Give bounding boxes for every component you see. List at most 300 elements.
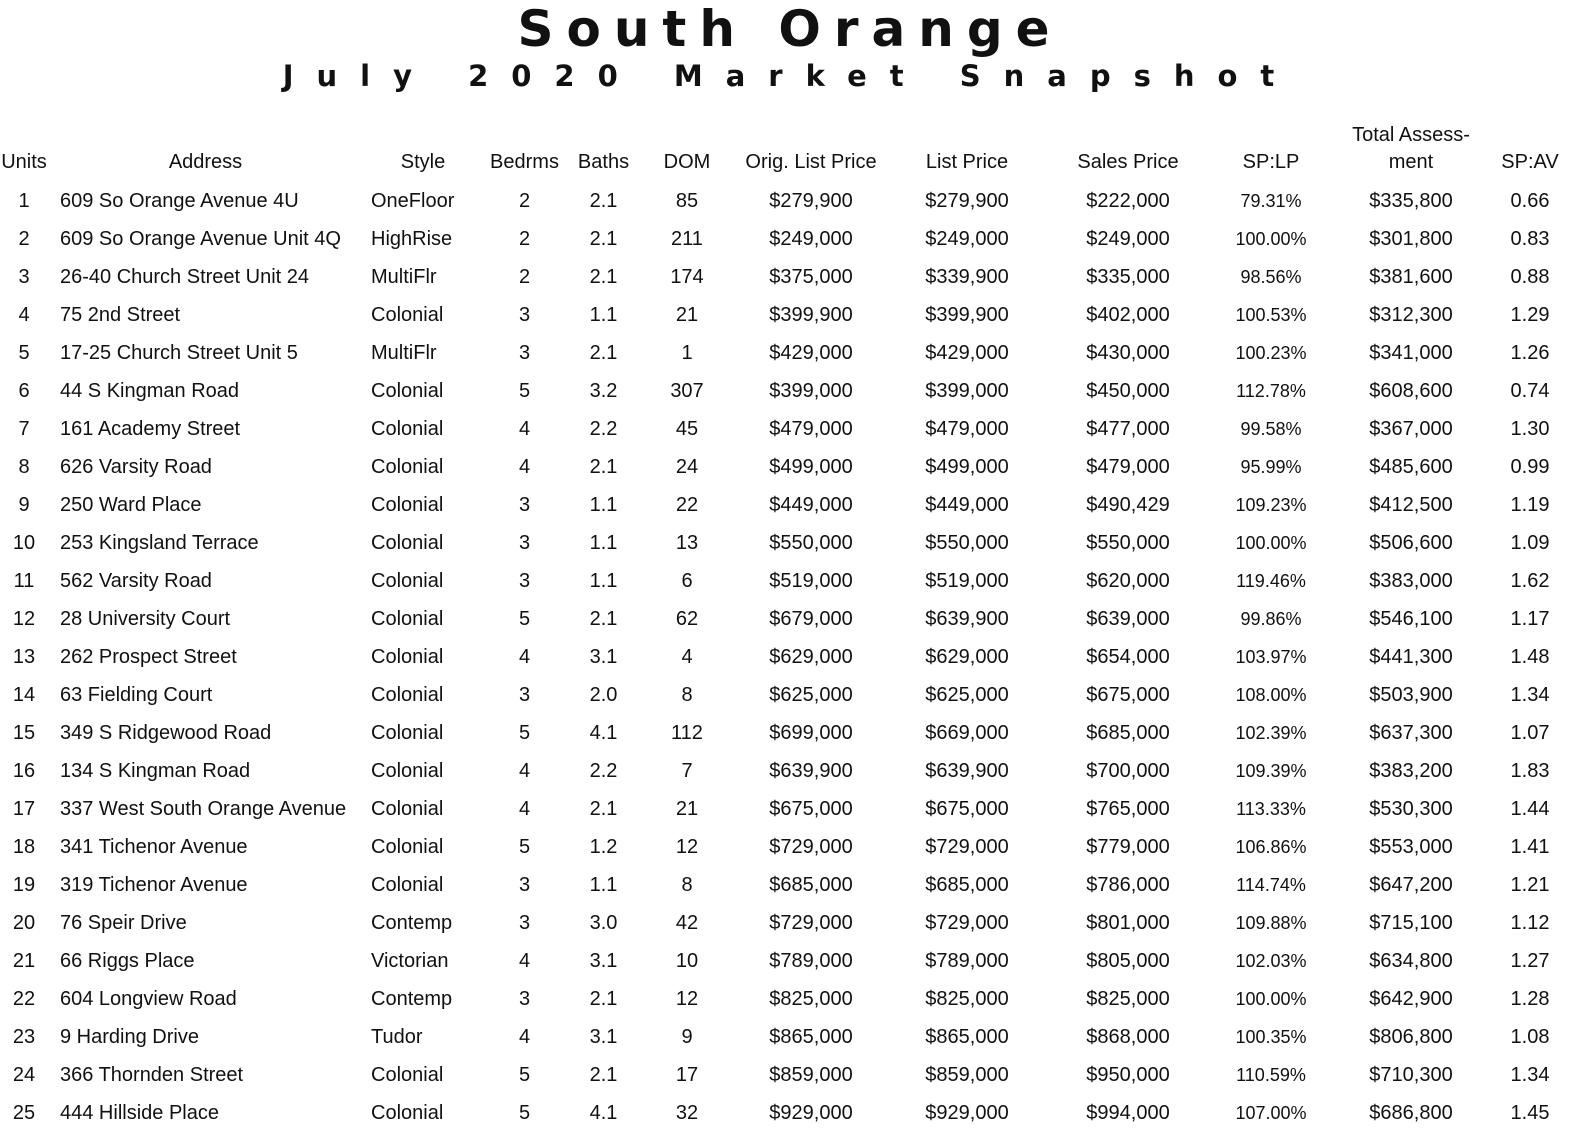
list-price-cell: $519,000 [925,569,1009,592]
sp-av-cell: 1.08 [1510,1025,1550,1048]
list-price-cell: $449,000 [925,493,1009,516]
orig-list-price-cell: $685,000 [769,873,853,896]
total-assessment-cell: $503,900 [1369,683,1453,706]
orig-list-price-cell: $625,000 [769,683,853,706]
sales-price-cell: $685,000 [1086,721,1170,744]
bedrooms-cell: 4 [518,417,531,440]
sp-av-cell: 1.27 [1510,949,1550,972]
style-cell: MultiFlr [371,265,437,288]
style-cell: Victorian [371,949,449,972]
unit-cell: 16 [12,759,36,782]
list-price-cell: $825,000 [925,987,1009,1010]
unit-cell: 14 [12,683,36,706]
dom-cell: 7 [681,759,693,782]
sales-price-cell: $222,000 [1086,189,1170,212]
orig-list-price-cell: $375,000 [769,265,853,288]
table-row [0,296,1569,334]
baths-cell: 2.1 [589,987,618,1010]
sales-price-cell: $994,000 [1086,1101,1170,1124]
unit-cell: 6 [18,379,30,402]
total-assessment-cell: $647,200 [1369,873,1453,896]
page-subtitle: July 2020 Market Snapshot [282,59,1298,93]
sp-lp-cell: 100.35% [1235,1026,1307,1047]
table-row [0,980,1569,1018]
orig-list-price-cell: $449,000 [769,493,853,516]
market-snapshot-table [0,110,1569,1132]
sp-lp-cell: 102.39% [1235,722,1307,743]
sp-lp-cell: 106.86% [1235,836,1307,857]
dom-cell: 211 [671,227,703,250]
dom-cell: 12 [675,987,699,1010]
style-cell: Colonial [371,379,444,402]
sp-lp-cell: 102.03% [1235,950,1307,971]
dom-cell: 112 [671,721,703,744]
orig-list-price-cell: $859,000 [769,1063,853,1086]
sales-price-cell: $805,000 [1086,949,1170,972]
dom-cell: 1 [681,341,693,364]
sp-av-cell: 1.83 [1510,759,1550,782]
sales-price-cell: $765,000 [1086,797,1170,820]
style-cell: Tudor [371,1025,423,1048]
total-assessment-cell: $710,300 [1369,1063,1453,1086]
baths-cell: 2.0 [589,683,618,706]
total-assessment-cell: $383,000 [1369,569,1453,592]
style-cell: Colonial [371,759,444,782]
list-price-cell: $479,000 [925,417,1009,440]
sales-price-cell: $786,000 [1086,873,1170,896]
column-header-units: Units [1,151,47,173]
baths-cell: 4.1 [589,1101,618,1124]
unit-cell: 5 [18,341,30,364]
bedrooms-cell: 5 [518,721,531,744]
bedrooms-cell: 3 [518,569,531,592]
unit-cell: 13 [12,645,36,668]
table-row [0,752,1569,790]
style-cell: Colonial [371,1101,444,1124]
unit-cell: 1 [18,189,30,212]
unit-cell: 15 [12,721,36,744]
address-cell: 337 West South Orange Avenue [60,797,347,820]
sp-av-cell: 1.19 [1510,493,1550,516]
bedrooms-cell: 2 [518,189,531,212]
orig-list-price-cell: $479,000 [769,417,853,440]
table-row [0,334,1569,372]
list-price-cell: $399,000 [925,379,1009,402]
total-assessment-cell: $367,000 [1369,417,1453,440]
sp-lp-cell: 109.88% [1235,912,1307,933]
orig-list-price-cell: $789,000 [769,949,853,972]
style-cell: OneFloor [371,189,455,212]
total-assessment-cell: $637,300 [1369,721,1453,744]
dom-cell: 21 [675,797,699,820]
baths-cell: 2.1 [589,341,618,364]
list-price-cell: $669,000 [925,721,1009,744]
table-body [0,182,1569,1132]
bedrooms-cell: 3 [518,683,531,706]
total-assessment-cell: $335,800 [1369,189,1453,212]
sp-av-cell: 1.26 [1510,341,1550,364]
table-row [0,486,1569,524]
table-row [0,904,1569,942]
sp-av-cell: 1.45 [1510,1101,1550,1124]
orig-list-price-cell: $429,000 [769,341,853,364]
address-cell: 253 Kingsland Terrace [60,531,259,554]
sales-price-cell: $430,000 [1086,341,1170,364]
dom-cell: 13 [675,531,699,554]
dom-cell: 62 [675,607,699,630]
address-cell: 63 Fielding Court [60,683,213,706]
sp-av-cell: 0.88 [1510,265,1550,288]
baths-cell: 4.1 [589,721,618,744]
baths-cell: 2.1 [589,1063,618,1086]
baths-cell: 3.1 [589,645,618,668]
address-cell: 66 Riggs Place [60,949,195,972]
style-cell: Colonial [371,417,444,440]
sp-lp-cell: 95.99% [1240,456,1302,477]
style-cell: Contemp [371,911,453,934]
list-price-cell: $339,900 [925,265,1009,288]
sp-lp-cell: 112.78% [1236,380,1306,401]
table-header [0,110,1569,182]
table-row [0,562,1569,600]
sp-lp-cell: 99.58% [1240,418,1302,439]
dom-cell: 24 [675,455,699,478]
dom-cell: 4 [681,645,693,668]
baths-cell: 2.2 [589,759,618,782]
baths-cell: 1.1 [589,303,618,326]
sp-lp-cell: 99.86% [1240,608,1302,629]
table-row [0,866,1569,904]
header-row [0,110,1569,182]
column-header-total-assessment: Total Assess-ment [1352,124,1470,173]
table-row [0,638,1569,676]
bedrooms-cell: 5 [518,1101,531,1124]
table-row [0,372,1569,410]
sp-av-cell: 1.44 [1510,797,1550,820]
column-header-address: Address [168,151,243,173]
list-price-cell: $865,000 [925,1025,1009,1048]
orig-list-price-cell: $519,000 [769,569,853,592]
sp-lp-cell: 100.23% [1235,342,1307,363]
list-price-cell: $639,900 [925,759,1009,782]
orig-list-price-cell: $699,000 [769,721,853,744]
style-cell: HighRise [371,227,453,250]
address-cell: 134 S Kingman Road [60,759,251,782]
column-header-sp-av: SP:AV [1501,151,1559,173]
style-cell: Colonial [371,645,444,668]
dom-cell: 85 [675,189,699,212]
total-assessment-cell: $806,800 [1369,1025,1453,1048]
baths-cell: 2.2 [589,417,618,440]
bedrooms-cell: 2 [518,265,531,288]
sales-price-cell: $620,000 [1086,569,1170,592]
table-row [0,448,1569,486]
sales-price-cell: $868,000 [1086,1025,1170,1048]
sales-price-cell: $490,429 [1086,493,1170,516]
baths-cell: 2.1 [589,607,618,630]
column-header-dom: DOM [663,151,711,173]
orig-list-price-cell: $865,000 [769,1025,853,1048]
unit-cell: 8 [18,455,30,478]
column-header-style: Style [400,151,446,173]
bedrooms-cell: 5 [518,835,531,858]
bedrooms-cell: 3 [518,531,531,554]
column-header-bedrms: Bedrms [490,151,559,173]
dom-cell: 45 [675,417,699,440]
style-cell: Colonial [371,873,444,896]
list-price-cell: $639,900 [925,607,1009,630]
table-row [0,714,1569,752]
dom-cell: 9 [681,1025,693,1048]
style-cell: Colonial [371,835,444,858]
dom-cell: 42 [675,911,699,934]
page-title: South Orange [517,0,1063,58]
unit-cell: 22 [12,987,36,1010]
baths-cell: 2.1 [589,265,618,288]
sp-lp-cell: 100.00% [1235,228,1307,249]
orig-list-price-cell: $550,000 [769,531,853,554]
address-cell: 341 Tichenor Avenue [60,835,248,858]
sales-price-cell: $654,000 [1086,645,1170,668]
sp-lp-cell: 114.74% [1236,874,1306,895]
dom-cell: 174 [670,265,704,288]
dom-cell: 32 [675,1101,699,1124]
sp-av-cell: 0.99 [1510,455,1550,478]
style-cell: MultiFlr [371,341,437,364]
total-assessment-cell: $715,100 [1369,911,1453,934]
orig-list-price-cell: $679,000 [769,607,853,630]
sp-av-cell: 0.83 [1510,227,1550,250]
sp-av-cell: 1.21 [1510,873,1550,896]
bedrooms-cell: 5 [518,1063,531,1086]
address-cell: 76 Speir Drive [60,911,187,934]
address-cell: 444 Hillside Place [60,1101,219,1124]
unit-cell: 11 [13,569,35,592]
sp-lp-cell: 109.39% [1235,760,1307,781]
address-cell: 9 Harding Drive [60,1025,199,1048]
sales-price-cell: $402,000 [1086,303,1170,326]
sp-av-cell: 1.41 [1510,835,1550,858]
table-row [0,410,1569,448]
sp-lp-cell: 119.46% [1236,570,1306,591]
baths-cell: 1.1 [589,531,618,554]
orig-list-price-cell: $249,000 [769,227,853,250]
sales-price-cell: $550,000 [1086,531,1170,554]
orig-list-price-cell: $399,900 [769,303,853,326]
address-cell: 161 Academy Street [60,417,241,440]
column-header-sales-price: Sales Price [1077,151,1179,173]
sales-price-cell: $825,000 [1086,987,1170,1010]
bedrooms-cell: 4 [518,645,531,668]
orig-list-price-cell: $399,000 [769,379,853,402]
unit-cell: 18 [12,835,36,858]
list-price-cell: $429,000 [925,341,1009,364]
sp-lp-cell: 79.31% [1240,190,1302,211]
dom-cell: 10 [675,949,699,972]
dom-cell: 22 [675,493,699,516]
orig-list-price-cell: $639,900 [769,759,853,782]
total-assessment-cell: $412,500 [1369,493,1453,516]
style-cell: Colonial [371,1063,444,1086]
table-row [0,942,1569,980]
baths-cell: 1.2 [589,835,618,858]
unit-cell: 21 [12,949,36,972]
sp-av-cell: 1.30 [1510,417,1550,440]
sp-av-cell: 1.34 [1510,1063,1550,1086]
total-assessment-cell: $686,800 [1369,1101,1453,1124]
bedrooms-cell: 4 [518,759,531,782]
unit-cell: 10 [12,531,36,554]
unit-cell: 2 [18,227,30,250]
sp-lp-cell: 113.33% [1236,798,1306,819]
sp-av-cell: 0.66 [1510,189,1550,212]
baths-cell: 2.1 [589,455,618,478]
column-header-sp-lp: SP:LP [1242,151,1300,173]
unit-cell: 25 [12,1101,36,1124]
sp-av-cell: 1.62 [1510,569,1550,592]
list-price-cell: $399,900 [925,303,1009,326]
sales-price-cell: $335,000 [1086,265,1170,288]
baths-cell: 3.2 [589,379,618,402]
orig-list-price-cell: $729,000 [769,835,853,858]
baths-cell: 3.0 [589,911,618,934]
dom-cell: 12 [675,835,699,858]
list-price-cell: $729,000 [925,911,1009,934]
column-header-baths: Baths [577,151,630,173]
sales-price-cell: $700,000 [1086,759,1170,782]
total-assessment-cell: $530,300 [1369,797,1453,820]
sp-av-cell: 1.12 [1510,911,1550,934]
total-assessment-cell: $301,800 [1369,227,1453,250]
dom-cell: 8 [681,683,693,706]
list-price-cell: $629,000 [925,645,1009,668]
orig-list-price-cell: $629,000 [769,645,853,668]
sp-av-cell: 1.28 [1510,987,1550,1010]
list-price-cell: $789,000 [925,949,1009,972]
total-assessment-cell: $608,600 [1369,379,1453,402]
dom-cell: 21 [675,303,699,326]
bedrooms-cell: 3 [518,493,531,516]
total-assessment-cell: $634,800 [1369,949,1453,972]
unit-cell: 19 [12,873,36,896]
address-cell: 26-40 Church Street Unit 24 [60,265,310,288]
bedrooms-cell: 3 [518,911,531,934]
column-header-list-price: List Price [925,151,1009,173]
bedrooms-cell: 5 [518,379,531,402]
list-price-cell: $929,000 [925,1101,1009,1124]
baths-cell: 3.1 [589,949,618,972]
bedrooms-cell: 4 [518,797,531,820]
sales-price-cell: $779,000 [1086,835,1170,858]
address-cell: 17-25 Church Street Unit 5 [60,341,298,364]
total-assessment-cell: $312,300 [1369,303,1453,326]
table-row [0,258,1569,296]
sp-av-cell: 1.09 [1510,531,1550,554]
table-row [0,182,1569,220]
total-assessment-cell: $341,000 [1369,341,1453,364]
list-price-cell: $685,000 [925,873,1009,896]
sales-price-cell: $801,000 [1086,911,1170,934]
list-price-cell: $279,900 [925,189,1009,212]
unit-cell: 9 [18,493,30,516]
table-row [0,1018,1569,1056]
unit-cell: 3 [18,265,30,288]
baths-cell: 2.1 [589,227,618,250]
total-assessment-cell: $642,900 [1369,987,1453,1010]
dom-cell: 6 [681,569,693,592]
address-cell: 44 S Kingman Road [60,379,240,402]
unit-cell: 4 [18,303,30,326]
address-cell: 262 Prospect Street [60,645,237,668]
unit-cell: 24 [12,1063,36,1086]
style-cell: Colonial [371,569,444,592]
bedrooms-cell: 4 [518,1025,531,1048]
list-price-cell: $675,000 [925,797,1009,820]
sp-lp-cell: 100.00% [1235,988,1307,1009]
sp-lp-cell: 108.00% [1235,684,1307,705]
sales-price-cell: $950,000 [1086,1063,1170,1086]
unit-cell: 23 [12,1025,36,1048]
sp-lp-cell: 100.00% [1235,532,1307,553]
baths-cell: 1.1 [589,493,618,516]
sp-lp-cell: 100.53% [1235,304,1307,325]
sales-price-cell: $249,000 [1086,227,1170,250]
total-assessment-cell: $546,100 [1369,607,1453,630]
list-price-cell: $550,000 [925,531,1009,554]
baths-cell: 2.1 [589,797,618,820]
table-row [0,828,1569,866]
list-price-cell: $729,000 [925,835,1009,858]
column-header-orig-list-price: Orig. List Price [745,151,877,173]
sp-av-cell: 1.34 [1510,683,1550,706]
sales-price-cell: $675,000 [1086,683,1170,706]
address-cell: 319 Tichenor Avenue [60,873,248,896]
table-row [0,1056,1569,1094]
sp-av-cell: 1.07 [1510,721,1550,744]
sp-av-cell: 1.29 [1510,303,1550,326]
list-price-cell: $249,000 [925,227,1009,250]
table-row [0,676,1569,714]
unit-cell: 12 [12,607,36,630]
bedrooms-cell: 3 [518,341,531,364]
address-cell: 75 2nd Street [60,303,181,326]
total-assessment-cell: $441,300 [1369,645,1453,668]
address-cell: 349 S Ridgewood Road [60,721,272,744]
sales-price-cell: $450,000 [1086,379,1170,402]
total-assessment-cell: $485,600 [1369,455,1453,478]
unit-cell: 17 [12,797,36,820]
baths-cell: 3.1 [589,1025,618,1048]
bedrooms-cell: 2 [518,227,531,250]
sp-lp-cell: 110.59% [1236,1064,1306,1085]
bedrooms-cell: 4 [518,455,531,478]
dom-cell: 8 [681,873,693,896]
sp-lp-cell: 109.23% [1235,494,1307,515]
style-cell: Colonial [371,683,444,706]
table-row [0,600,1569,638]
table-row [0,524,1569,562]
baths-cell: 1.1 [589,569,618,592]
style-cell: Colonial [371,455,444,478]
sales-price-cell: $477,000 [1086,417,1170,440]
address-cell: 609 So Orange Avenue Unit 4Q [60,227,341,250]
bedrooms-cell: 3 [518,873,531,896]
bedrooms-cell: 3 [518,303,531,326]
sp-av-cell: 1.17 [1510,607,1550,630]
style-cell: Colonial [371,721,444,744]
orig-list-price-cell: $729,000 [769,911,853,934]
style-cell: Colonial [371,607,444,630]
